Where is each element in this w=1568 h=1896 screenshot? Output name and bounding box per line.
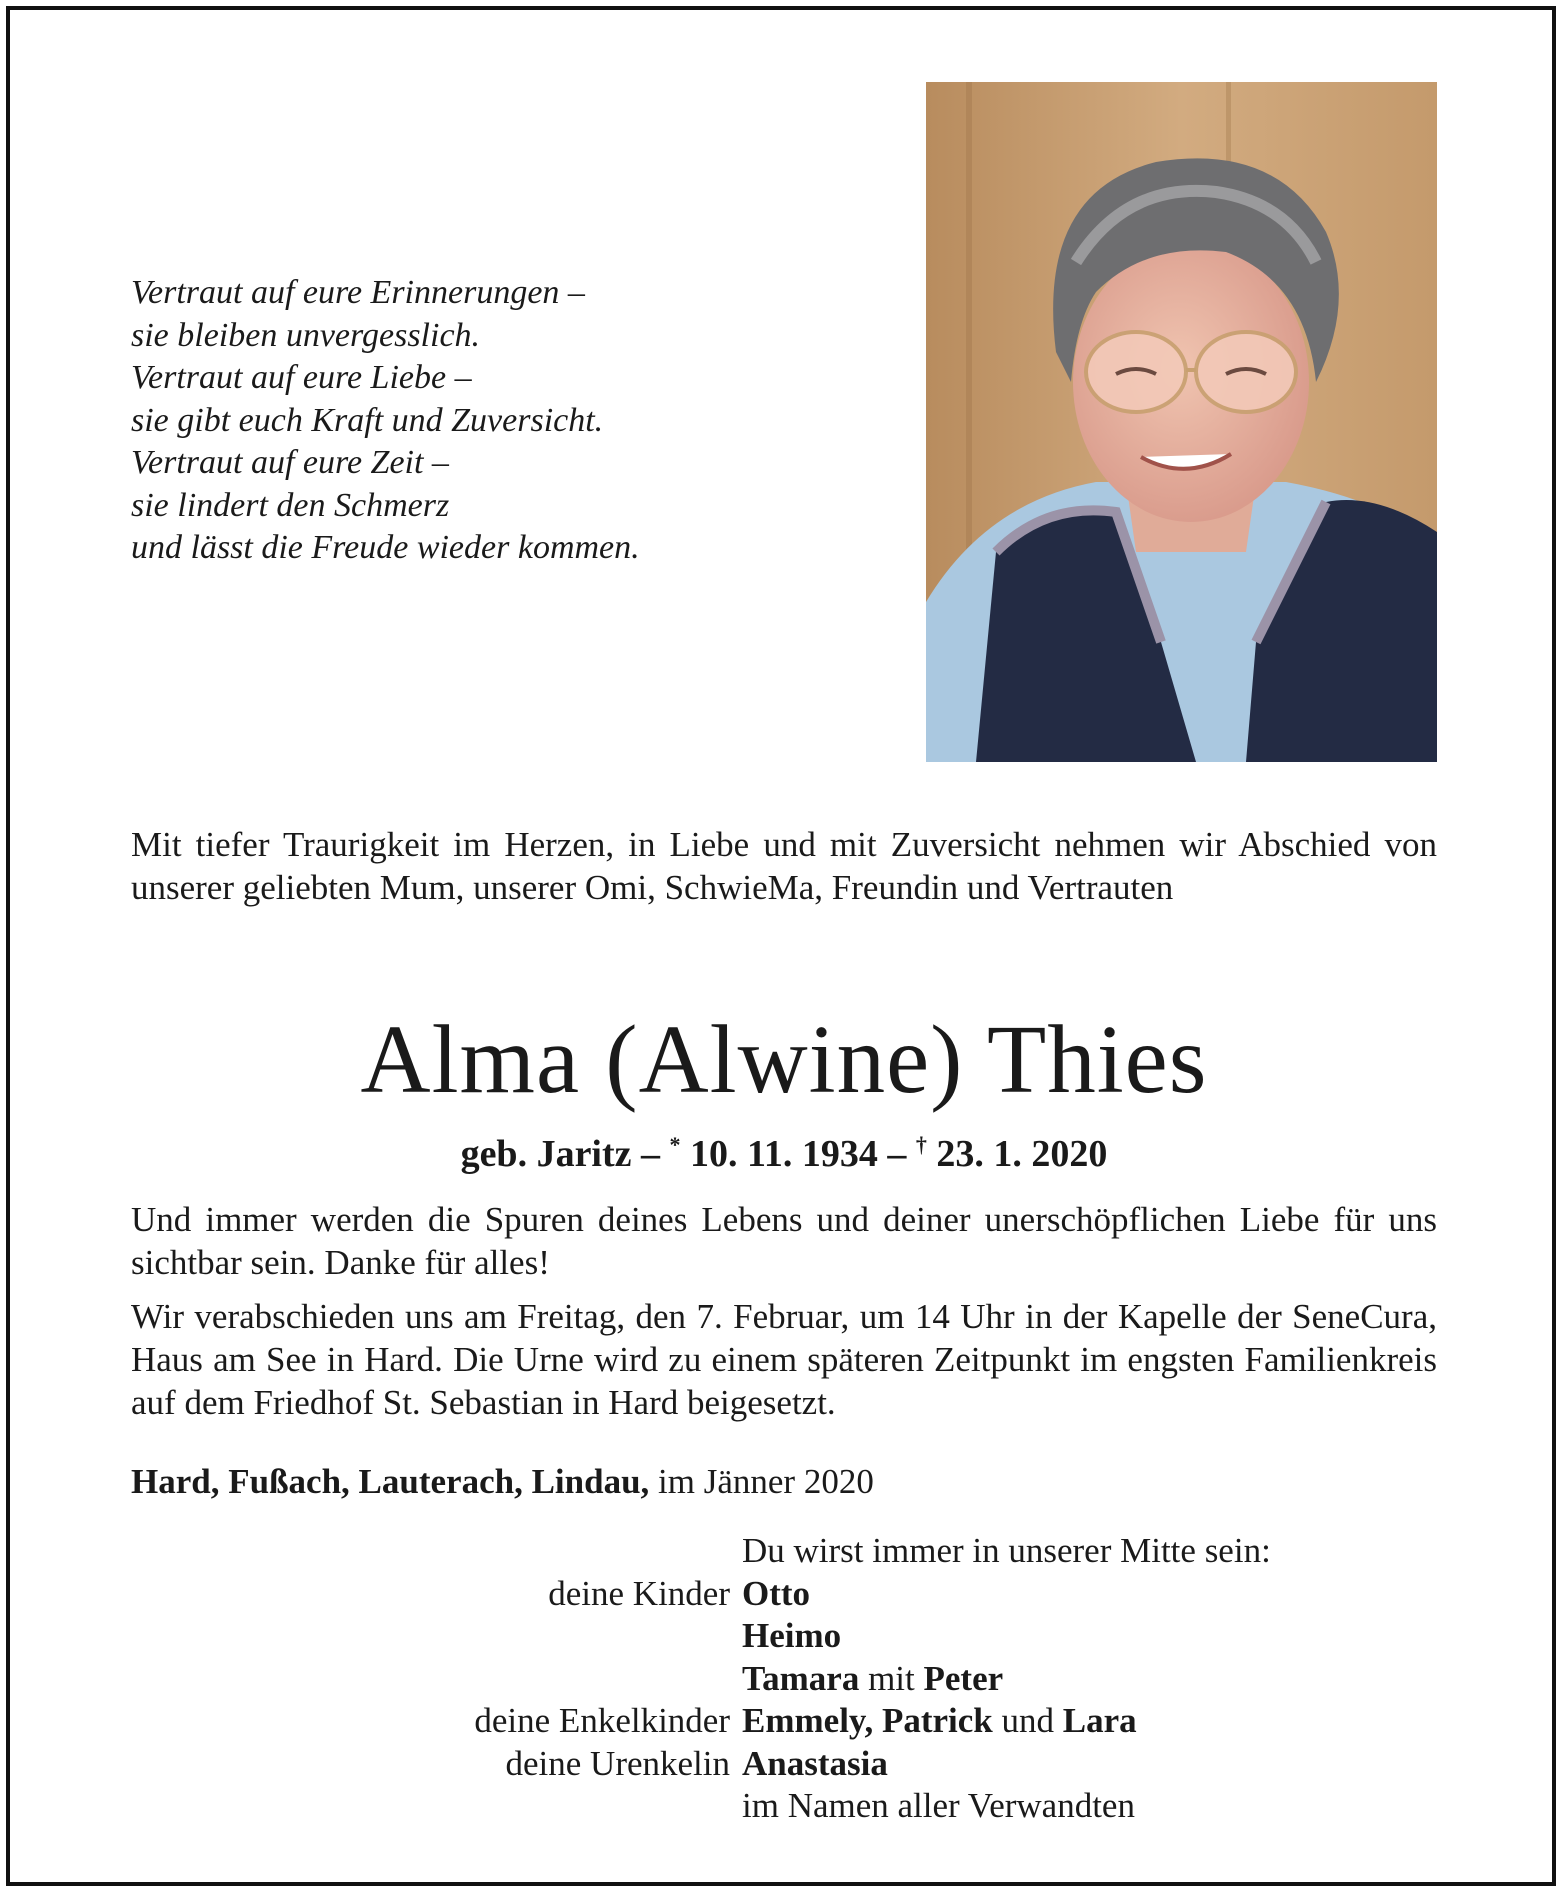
portrait-photo (926, 82, 1437, 762)
list-item (0, 1658, 1568, 1701)
child-name: Heimo (742, 1616, 842, 1655)
list-item (0, 1743, 1568, 1786)
separator: – (877, 1133, 916, 1175)
separator: – (631, 1133, 670, 1175)
child-name: Tamara (742, 1658, 860, 1698)
life-dates (0, 1122, 1568, 1177)
grandchildren-names: Emmely, Patrick (742, 1701, 993, 1740)
list-item (0, 1573, 1568, 1616)
list-item (0, 1615, 1568, 1658)
place-and-date (131, 1460, 874, 1503)
poem-line: Vertraut auf eure Erinnerungen – (131, 274, 585, 311)
list-item (0, 1785, 1568, 1828)
list-item (0, 1700, 1568, 1743)
memorial-poem (131, 272, 771, 570)
great-grandchild-label: deine Urenkelin (505, 1743, 730, 1783)
remembrance-text: Und immer werden die Spuren deines Lebens und deiner unerschöpflichen Liebe für uns sichtbar sein. Danke für alles! (131, 1200, 1437, 1282)
birth-date: 10. 11. 1934 (680, 1133, 878, 1175)
death-date: 23. 1. 2020 (926, 1133, 1108, 1175)
poem-line: sie lindert den Schmerz (131, 486, 450, 524)
child-name: Otto (742, 1573, 811, 1613)
poem-line: sie gibt euch Kraft und Zuversicht. (131, 401, 604, 439)
birth-symbol: * (669, 1132, 681, 1157)
grandchildren-label: deine Enkelkinder (474, 1701, 730, 1740)
birth-name: geb. Jaritz (460, 1133, 632, 1175)
poem-line: und lässt die Freude wieder kommen. (131, 529, 640, 566)
death-symbol: † (915, 1132, 927, 1157)
poem-line: sie bleiben unvergesslich. (131, 316, 481, 354)
connector-text: und (992, 1701, 1063, 1740)
grandchild-name: Lara (1062, 1701, 1137, 1740)
notice-date: im Jänner 2020 (649, 1462, 874, 1501)
connector-text: mit (859, 1658, 924, 1698)
towns: Hard, Fußach, Lauterach, Lindau, (131, 1462, 650, 1501)
closing-line: im Namen aller Verwandten (742, 1786, 1135, 1825)
family-heading: Du wirst immer in unserer Mitte sein: (742, 1531, 1271, 1570)
partner-name: Peter (923, 1658, 1004, 1698)
poem-line: Vertraut auf eure Liebe – (131, 359, 472, 396)
deceased-name: Alma (Alwine) Thies (360, 1006, 1208, 1113)
family-list (0, 1530, 1568, 1828)
intro-text: Mit tiefer Traurigkeit im Herzen, in Liebe und mit Zuversicht nehmen wir Abschied von unserer geliebten Mum, unserer Omi, SchwieMa, Freundin und Vertrauten (131, 825, 1437, 907)
great-grandchild-name: Anastasia (742, 1743, 888, 1783)
funeral-details: Wir verabschieden uns am Freitag, den 7. Februar, um 14 Uhr in der Kapelle der SeneCura, Haus am See in Hard. Die Urne wird zu einem späteren Zeitpunkt im engsten Familienkreis auf dem Friedhof St. Sebastian in Hard beigesetzt. (131, 1297, 1437, 1422)
children-label: deine Kinder (548, 1573, 730, 1613)
list-item (0, 1530, 1568, 1573)
poem-line: Vertraut auf eure Zeit – (131, 444, 449, 481)
